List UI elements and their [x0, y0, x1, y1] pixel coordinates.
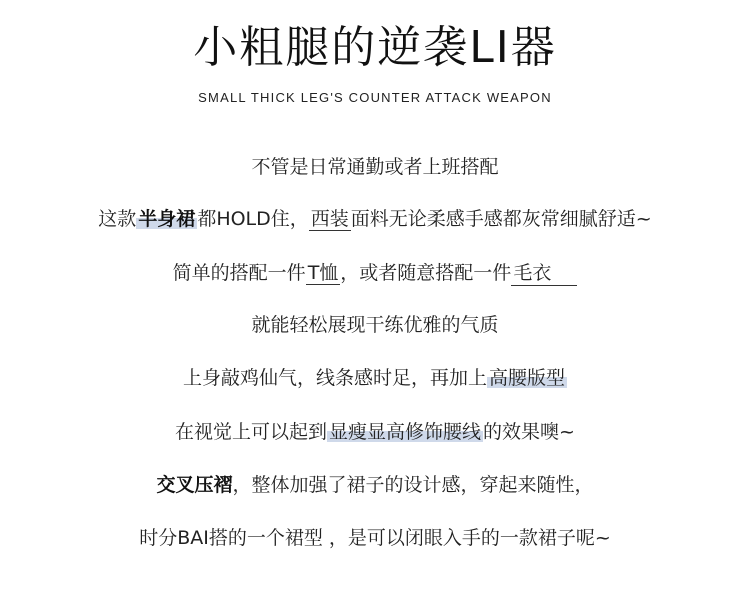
- description-line-8: [0, 523, 750, 553]
- bold-cross-pleat: 交叉压褶: [156, 474, 233, 496]
- description-line-7: [0, 470, 750, 500]
- description-line-2: [0, 204, 750, 234]
- underline-tshirt: T恤: [307, 262, 339, 284]
- highlight-slimming: 显瘦显高修饰腰线: [329, 421, 482, 443]
- line-3-text-c: ，或者随意搭配一件: [340, 262, 512, 284]
- line-2-text-e: 面料无论柔感手感都灰常细腻舒适~: [350, 208, 652, 230]
- line-2-text-a: 这款: [98, 208, 137, 230]
- underline-sweater: 毛衣: [511, 261, 577, 286]
- underline-suit: 西装: [310, 208, 349, 230]
- description-line-5: [0, 363, 750, 393]
- line-3-text-a: 简单的搭配一件: [172, 262, 306, 284]
- description-line-3: [0, 258, 750, 288]
- page-title: 小粗腿的逆袭LI器: [193, 22, 557, 73]
- line-7-text-b: ，整体加强了裙子的设计感，穿起来随性，: [232, 474, 594, 496]
- highlight-high-waist: 高腰版型: [489, 367, 566, 389]
- line-6-text-c: 的效果噢~: [483, 421, 575, 443]
- line-4-text: 就能轻松展现干练优雅的气质: [251, 314, 499, 336]
- highlight-skirt: 半身裙: [138, 208, 196, 230]
- line-8-text: 时分BAI搭的一个裙型 ，是可以闭眼入手的一款裙子呢~: [139, 527, 611, 549]
- line-1-text: 不管是日常通勤或者上班搭配: [251, 156, 499, 178]
- description-line-4: [0, 310, 750, 340]
- description-line-6: [0, 417, 750, 447]
- line-5-text-a: 上身敲鸡仙气，线条感时足，再加上: [182, 367, 487, 389]
- line-2-text-c: 都HOLD住，: [197, 208, 309, 230]
- description-line-1: [0, 152, 750, 182]
- line-6-text-a: 在视觉上可以起到: [175, 421, 328, 443]
- page-subtitle: SMALL THICK LEG'S COUNTER ATTACK WEAPON: [198, 90, 552, 105]
